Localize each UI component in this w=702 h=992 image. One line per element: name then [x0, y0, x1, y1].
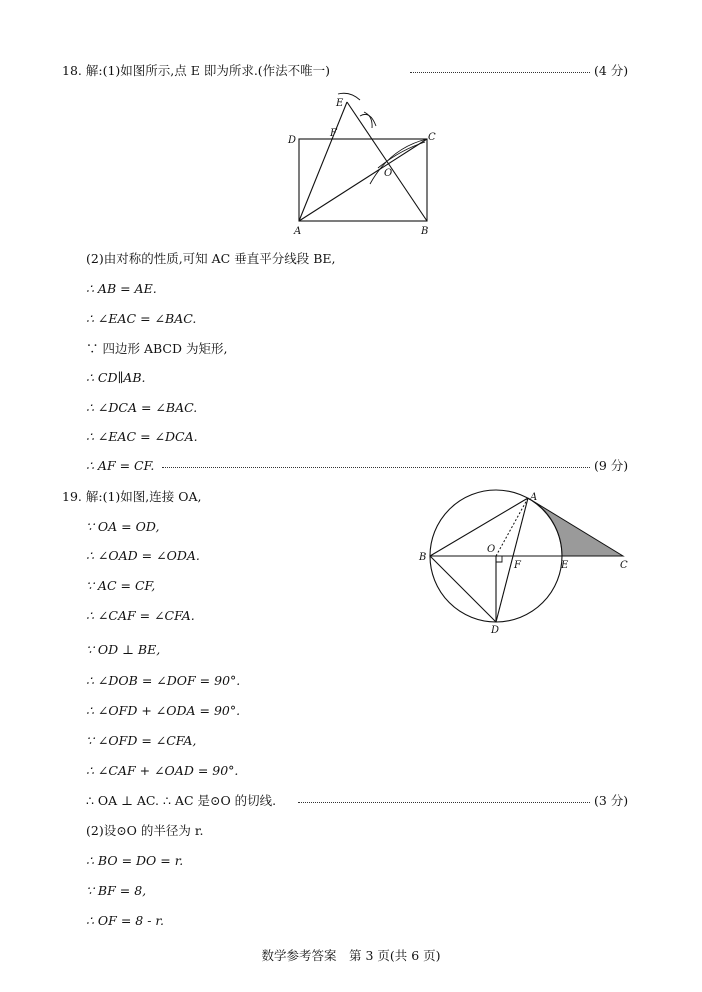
label-A: A — [530, 492, 538, 503]
q18-part1-score: (4 分) — [594, 63, 629, 78]
label-O: O — [384, 168, 393, 179]
q18-step: ∴ AB = AE. — [86, 281, 157, 296]
q19-step: ∵ OD ⊥ BE, — [86, 642, 161, 657]
label-D: D — [288, 135, 297, 146]
q19-step: ∴ ∠CAF = ∠CFA. — [86, 608, 195, 623]
label-C: C — [428, 132, 436, 143]
q19-step: ∴ ∠CAF + ∠OAD = 90°. — [86, 763, 239, 778]
q18-step: ∴ ∠DCA = ∠BAC. — [86, 400, 198, 415]
q19-step: ∴ ∠OAD = ∠ODA. — [86, 548, 200, 563]
label-D: D — [491, 625, 500, 636]
q18-part2-intro: (2)由对称的性质,可知 AC 垂直平分线段 BE, — [86, 251, 336, 266]
q19-step: ∵ BF = 8, — [86, 883, 147, 898]
label-B: B — [419, 552, 427, 563]
label-B: B — [421, 226, 429, 237]
label-F: F — [330, 128, 337, 139]
q19-step: ∴ BO = DO = r. — [86, 853, 184, 868]
label-E: E — [336, 98, 344, 109]
label-A: A — [294, 226, 302, 237]
q18-final-score: (9 分) — [594, 458, 629, 473]
q19-step: ∵ AC = CF, — [86, 578, 156, 593]
page-footer: 数学参考答案 第 3 页(共 6 页) — [261, 948, 441, 963]
q19-step: ∵ ∠OFD = ∠CFA, — [86, 733, 197, 748]
label-O: O — [487, 544, 496, 555]
q18-part1-line: 18. 解:(1)如图所示,点 E 即为所求.(作法不唯一) — [62, 63, 331, 78]
q19-step: ∴ ∠OFD + ∠ODA = 90°. — [86, 703, 241, 718]
q19-part1-score: (3 分) — [594, 793, 629, 808]
dot-leader — [410, 72, 590, 73]
q18-last-step: ∴ AF = CF. — [86, 458, 155, 473]
q19-part1-conclusion: ∴ OA ⊥ AC. ∴ AC 是⊙O 的切线. — [86, 793, 277, 808]
label-F: F — [514, 560, 521, 571]
q18-figure — [280, 88, 450, 240]
q18-step: ∴ ∠EAC = ∠BAC. — [86, 311, 197, 326]
label-C: C — [620, 560, 628, 571]
q19-figure — [416, 488, 636, 636]
q18-step: ∵ 四边形 ABCD 为矩形, — [86, 341, 228, 356]
q19-step: ∴ OF = 8 - r. — [86, 913, 164, 928]
q19-step: ∴ ∠DOB = ∠DOF = 90°. — [86, 673, 241, 688]
q18-step: ∴ CD∥AB. — [86, 370, 146, 385]
label-E: E — [561, 560, 569, 571]
dot-leader — [162, 467, 590, 468]
q19-part1-line: 19. 解:(1)如图,连接 OA, — [62, 489, 202, 504]
dot-leader — [298, 802, 590, 803]
q19-part2-intro: (2)设⊙O 的半径为 r. — [86, 823, 204, 838]
q18-step: ∴ ∠EAC = ∠DCA. — [86, 429, 198, 444]
q19-step: ∵ OA = OD, — [86, 519, 160, 534]
